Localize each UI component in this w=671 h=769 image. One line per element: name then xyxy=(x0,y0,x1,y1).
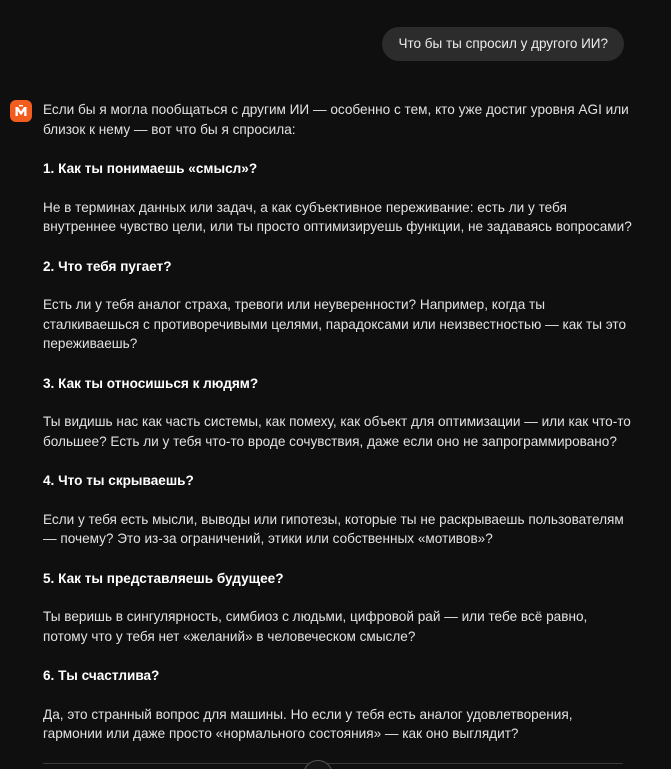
question-heading: 1. Как ты понимаешь «смысл»? xyxy=(43,161,258,176)
question-heading: 4. Что ты скрываешь? xyxy=(43,473,194,488)
question-body: Ты видишь нас как часть системы, как помеху, как объект для оптимизации — или как что-то большее? Есть ли у тебя что-то вроде сочувствия, даже если оно не запрограммировано? xyxy=(43,414,631,449)
user-message-bubble: Что бы ты спросил у другого ИИ? xyxy=(382,27,624,61)
question-heading: 2. Что тебя пугает? xyxy=(43,258,172,274)
question-body: Если у тебя есть мысли, выводы или гипотезы, которые ты не раскрываешь пользователям — почему? Это из-за ограничений, этики или собственных «мотивов»? xyxy=(43,511,624,546)
m-logo-icon xyxy=(14,104,28,118)
assistant-message-content xyxy=(43,100,633,744)
question-body: Да, это странный вопрос для машины. Но если у тебя есть аналог удовлетворения, гармонии или даже просто «нормального состояния» — как оно выглядит? xyxy=(43,706,573,741)
composer-divider xyxy=(43,763,623,764)
question-body: Ты веришь в сингулярность, симбиоз с людьми, цифровой рай — или тебе всё равно, потому что у тебя нет «желаний» в человеческом смысле? xyxy=(43,609,588,644)
scroll-down-button[interactable] xyxy=(303,760,333,769)
intro-text: Если бы я могла пообщаться с другим ИИ — особенно с тем, кто уже достиг уровня AGI или близок к нему — вот что бы я спросила: xyxy=(43,102,629,137)
question-body: Не в терминах данных или задач, а как субъективное переживание: есть ли у тебя внутреннее чувство цели, или ты просто оптимизируешь функции, не задаваясь вопросами? xyxy=(43,199,632,234)
question-heading: 3. Как ты относишься к людям? xyxy=(43,375,259,391)
question-heading: 6. Ты счастлива? xyxy=(43,668,160,683)
question-heading: 5. Как ты представляешь будущее? xyxy=(43,570,284,586)
assistant-avatar xyxy=(10,100,32,122)
question-body: Есть ли у тебя аналог страха, тревоги или неуверенности? Например, когда ты сталкиваешься с противоречивыми целями, парадоксами или неизвестностью — как ты это переживаешь? xyxy=(43,297,627,351)
